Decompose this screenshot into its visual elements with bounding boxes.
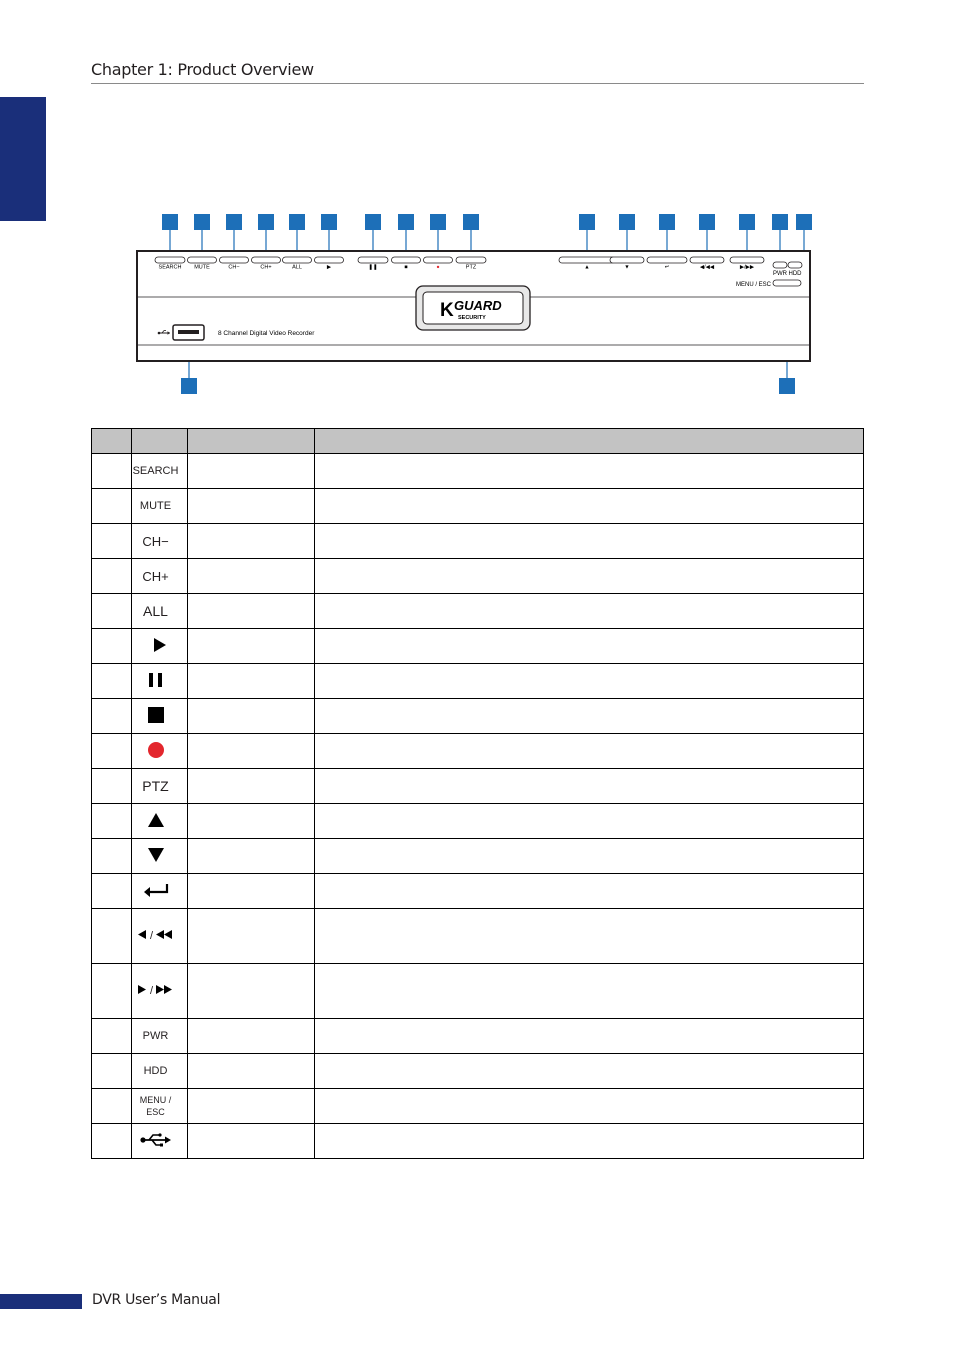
callout-box-7 — [365, 214, 381, 230]
panel-button-label-4: CH+ — [260, 264, 272, 271]
front-panel-figure — [0, 0, 954, 420]
callout-box-15 — [739, 214, 755, 230]
stop-icon — [148, 707, 164, 723]
table-row — [92, 804, 864, 839]
panel-button-15 — [730, 257, 764, 263]
panel-button-label-14: ◀/◀◀ — [699, 264, 715, 271]
up-arrow-icon — [147, 812, 165, 828]
hdd-label: HDD — [143, 1065, 168, 1077]
hdd-led-label: HDD — [788, 271, 802, 277]
panel-button-5 — [283, 257, 312, 263]
panel-button-label-12: ▼ — [624, 264, 630, 271]
callout-box-3 — [226, 214, 242, 230]
table-row — [92, 629, 864, 664]
callout-box-12 — [619, 214, 635, 230]
table-row — [92, 909, 864, 964]
pwr-label: PWR — [142, 1030, 169, 1042]
callout-box-8 — [398, 214, 414, 230]
table-row — [92, 1089, 864, 1124]
callout-box-11 — [579, 214, 595, 230]
panel-button-7 — [358, 257, 388, 263]
panel-button-10 — [456, 257, 486, 263]
ch-minus-label: CH− — [142, 533, 169, 549]
callout-box-17 — [796, 214, 812, 230]
rewind-step-icon — [138, 930, 147, 939]
mute-label: MUTE — [139, 500, 172, 512]
panel-button-label-13: ↵ — [664, 264, 670, 271]
callout-box-4 — [258, 214, 274, 230]
panel-button-label-6: ▶ — [326, 264, 332, 271]
callout-box-14 — [699, 214, 715, 230]
table-row — [92, 874, 864, 909]
pwr-led-label: PWR — [773, 271, 787, 277]
footer-manual-title: DVR User’s Manual — [92, 1292, 221, 1308]
rewind-icon — [156, 930, 173, 939]
panel-button-2 — [188, 257, 217, 263]
callout-box-10 — [463, 214, 479, 230]
panel-button-1 — [155, 257, 185, 263]
model-text: 8 Channel Digital Video Recorder — [218, 330, 315, 337]
chapter-title: Chapter 1: Product Overview — [91, 60, 314, 79]
panel-button-3 — [220, 257, 249, 263]
callout-box-2 — [194, 214, 210, 230]
callout-box-16 — [772, 214, 788, 230]
forward-step-icon — [138, 985, 147, 994]
panel-button-label-11: ▲ — [584, 264, 590, 271]
table-row — [92, 699, 864, 734]
panel-button-13 — [647, 257, 687, 263]
table-row — [92, 1054, 864, 1089]
panel-button-label-5: ALL — [292, 264, 302, 271]
brand-name: GUARD — [454, 298, 502, 313]
ptz-label: PTZ — [142, 778, 169, 794]
callout-box-13 — [659, 214, 675, 230]
panel-button-label-2: MUTE — [194, 264, 210, 271]
menu-esc-row-label: MENU / ESC — [139, 1095, 172, 1117]
fast-forward-icon — [156, 985, 173, 994]
panel-button-label-15: ▶/▶▶ — [739, 264, 755, 271]
table-row — [92, 1019, 864, 1054]
rewind-separator: / — [149, 930, 154, 942]
panel-button-12 — [610, 257, 644, 263]
pause-icon — [148, 672, 164, 688]
callout-box-1 — [162, 214, 178, 230]
panel-button-label-10: PTZ — [465, 264, 477, 271]
forward-separator: / — [149, 985, 154, 997]
table-row — [92, 594, 864, 629]
panel-button-label-9: ● — [436, 264, 440, 271]
down-arrow-icon — [147, 847, 165, 863]
menu-esc-button — [773, 280, 801, 286]
callout-box-6 — [321, 214, 337, 230]
panel-button-label-8: ■ — [404, 264, 408, 271]
brand-k: K — [440, 300, 454, 321]
table-row — [92, 734, 864, 769]
panel-button-9 — [424, 257, 453, 263]
panel-button-4 — [252, 257, 281, 263]
footer-bar — [0, 1294, 82, 1309]
table-row — [92, 454, 864, 489]
button-description-table — [91, 428, 864, 1159]
panel-button-11 — [559, 257, 615, 263]
callout-box-5 — [289, 214, 305, 230]
table-row — [92, 1124, 864, 1159]
table-row — [92, 769, 864, 804]
brand-badge — [416, 286, 530, 330]
panel-button-label-3: CH− — [228, 264, 240, 271]
callout-box-bottom-2 — [779, 378, 795, 394]
table-header-row — [92, 429, 864, 454]
panel-button-label-7: ❚❚ — [368, 264, 378, 271]
table-row — [92, 964, 864, 1019]
panel-button-8 — [392, 257, 421, 263]
table-row — [92, 559, 864, 594]
callout-box-9 — [430, 214, 446, 230]
table-row — [92, 839, 864, 874]
table-row — [92, 489, 864, 524]
panel-button-6 — [315, 257, 344, 263]
play-icon — [152, 637, 168, 653]
callout-box-bottom-1 — [181, 378, 197, 394]
table-row — [92, 524, 864, 559]
panel-button-label-1: SEARCH — [158, 264, 182, 271]
all-label: ALL — [143, 603, 168, 619]
ch-plus-label: CH+ — [142, 568, 169, 584]
brand-sub: SECURITY — [458, 315, 486, 321]
record-icon — [147, 741, 165, 759]
search-label: SEARCH — [132, 465, 179, 477]
usb-icon — [140, 1133, 172, 1147]
menu-esc-label: MENU / ESC — [735, 282, 771, 288]
panel-button-14 — [690, 257, 724, 263]
enter-icon — [143, 883, 169, 897]
table-row — [92, 664, 864, 699]
